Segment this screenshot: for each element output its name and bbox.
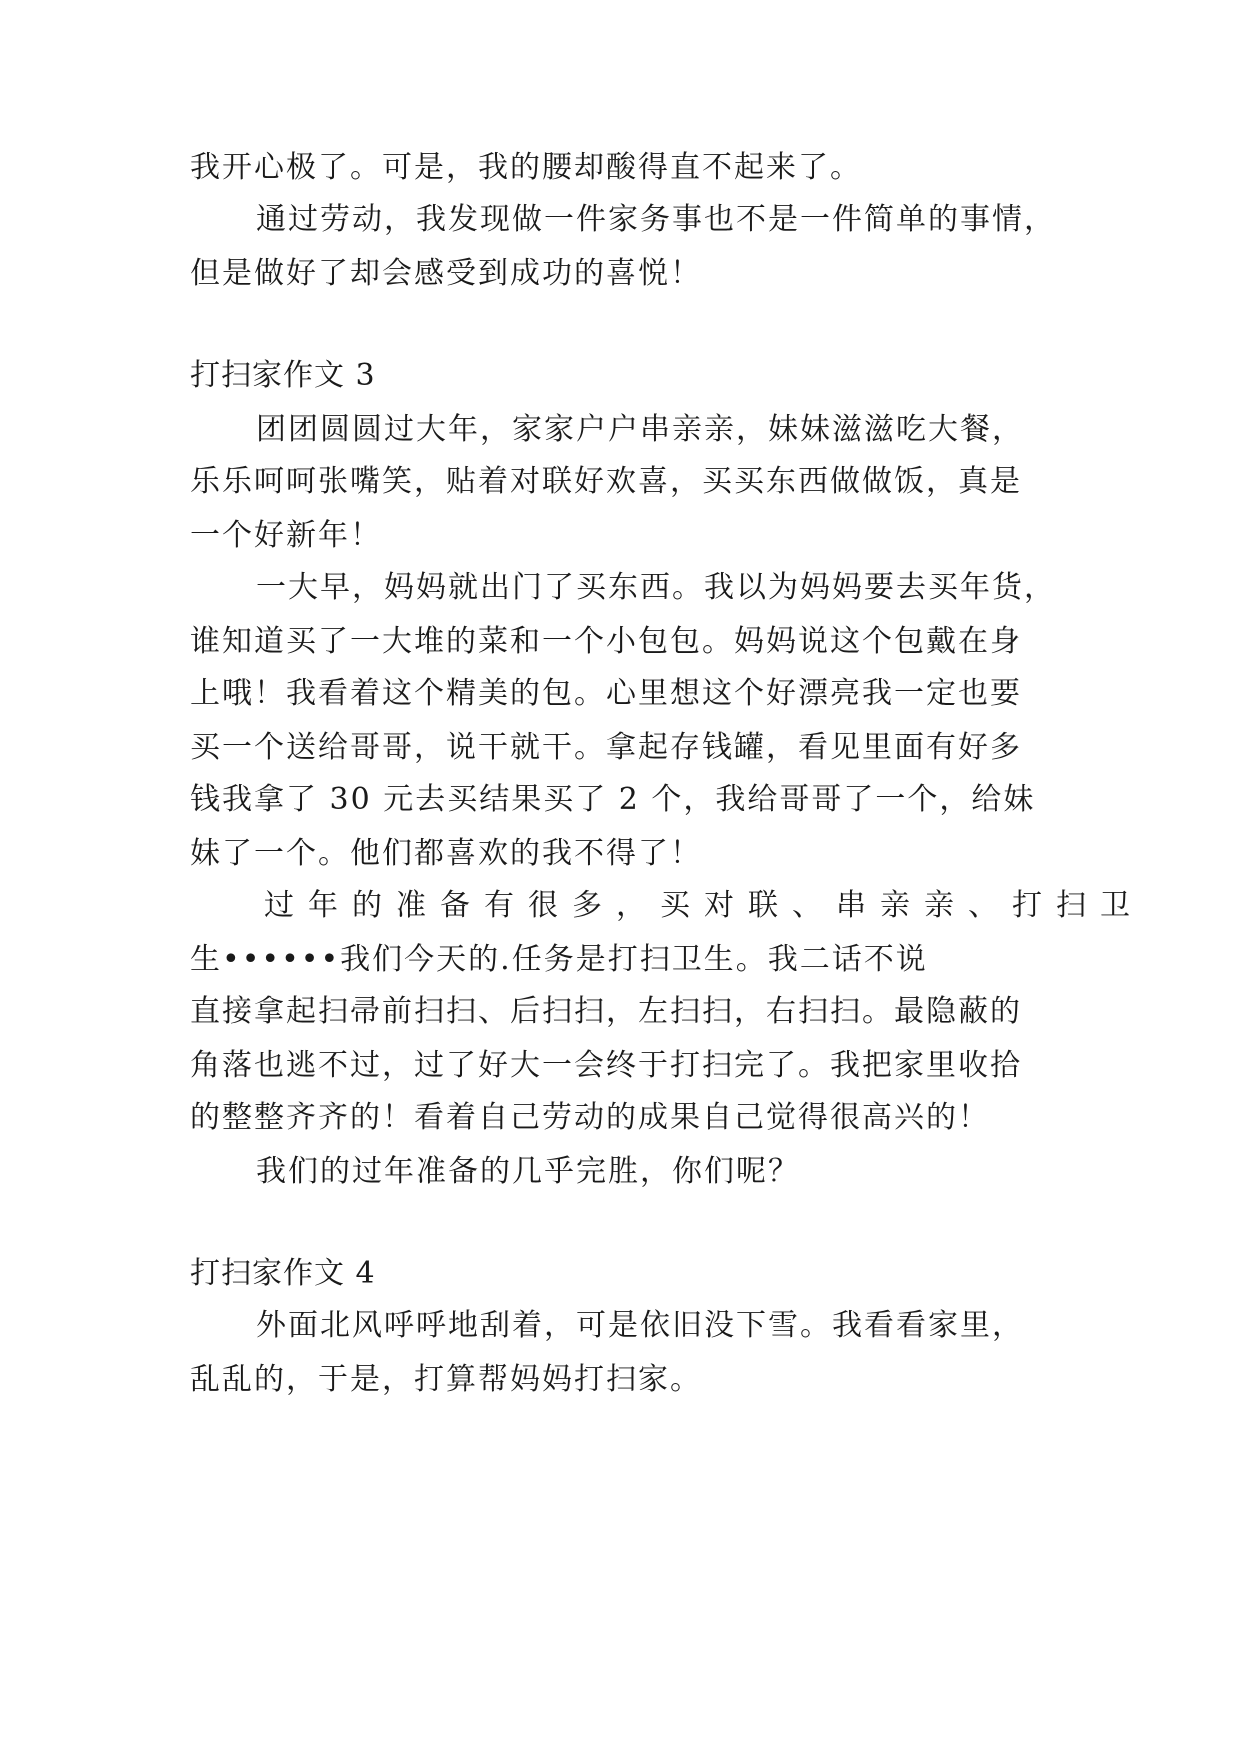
paragraph-line: 妹了一个。他们都喜欢的我不得了！ (190, 836, 702, 871)
paragraph-line: 的整整齐齐的！看着自己劳动的成果自己觉得很高兴的！ (190, 1100, 990, 1135)
paragraph-line: 一大早，妈妈就出门了买东西。我以为妈妈要去买年货， (256, 570, 1056, 605)
paragraph-line: 我们的过年准备的几乎完胜，你们呢？ (256, 1154, 800, 1189)
paragraph-line: 钱我拿了 30 元去买结果买了 2 个，我给哥哥了一个，给妹 (190, 782, 1036, 817)
paragraph-line: 我开心极了。可是，我的腰却酸得直不起来了。 (190, 150, 862, 185)
paragraph-line: 一个好新年！ (190, 518, 382, 553)
paragraph-line: 买一个送给哥哥，说干就干。拿起存钱罐，看见里面有好多 (190, 730, 1022, 765)
paragraph-line: 生••••••我们今天的.任务是打扫卫生。我二话不说 (190, 942, 928, 977)
paragraph-line: 团团圆圆过大年，家家户户串亲亲，妹妹滋滋吃大餐， (256, 412, 1024, 447)
paragraph-line: 但是做好了却会感受到成功的喜悦！ (190, 256, 702, 291)
paragraph-line: 谁知道买了一大堆的菜和一个小包包。妈妈说这个包戴在身 (190, 624, 1022, 659)
paragraph-line: 直接拿起扫帚前扫扫、后扫扫，左扫扫，右扫扫。最隐蔽的 (190, 994, 1022, 1029)
paragraph-line: 通过劳动，我发现做一件家务事也不是一件简单的事情， (256, 202, 1056, 237)
paragraph-line: 过年的准备有很多，买对联、串亲亲、打扫卫 (264, 888, 1144, 923)
section-heading: 打扫家作文 4 (190, 1256, 376, 1291)
section-heading: 打扫家作文 3 (190, 358, 376, 393)
paragraph-line: 乐乐呵呵张嘴笑，贴着对联好欢喜，买买东西做做饭，真是 (190, 464, 1022, 499)
paragraph-line: 角落也逃不过，过了好大一会终于打扫完了。我把家里收拾 (190, 1048, 1022, 1083)
paragraph-line: 乱乱的，于是，打算帮妈妈打扫家。 (190, 1362, 702, 1397)
paragraph-line: 外面北风呼呼地刮着，可是依旧没下雪。我看看家里， (256, 1308, 1024, 1343)
paragraph-line: 上哦！我看着这个精美的包。心里想这个好漂亮我一定也要 (190, 676, 1022, 711)
